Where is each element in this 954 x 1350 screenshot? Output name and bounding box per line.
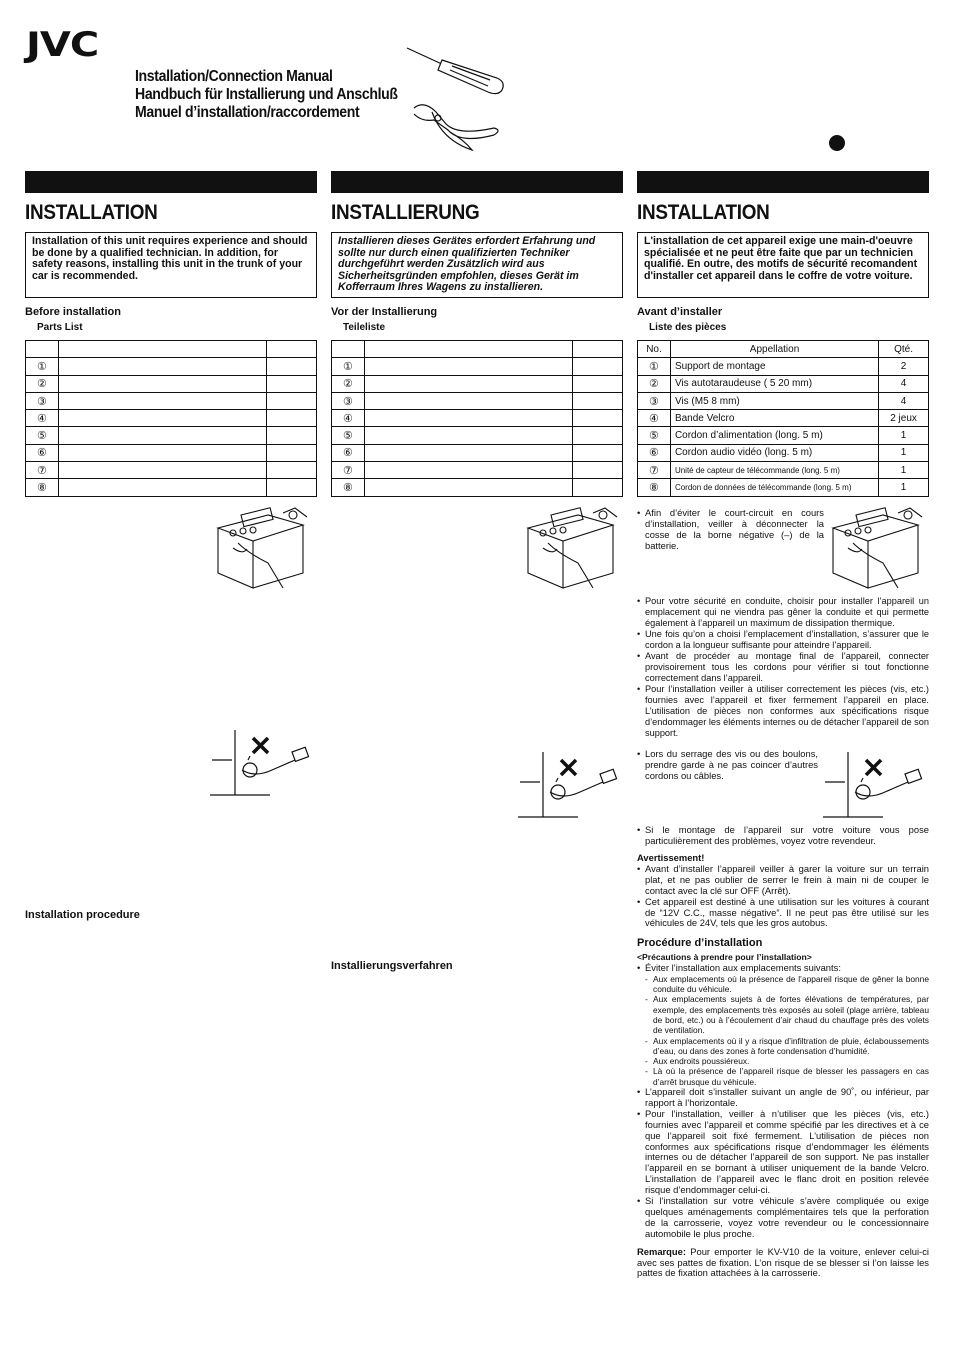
list-item: • Avant de procéder au montage final de l’appareil, connecter provisoirement tous les cordons pour vérifier si tout fonctionne correctement dans l’appareil. — [637, 651, 929, 684]
list-item: • Une fois qu’on a choisi l’emplacement d’installation, s’assurer que le cordon a la longueur suffisante pour atteindre l’appareil. — [637, 629, 929, 651]
tools-illustration — [402, 40, 512, 155]
fr-procedure — [637, 932, 929, 1279]
heading-de: INSTALLIERUNG — [331, 201, 480, 224]
installation-procedure-en: Installation procedure — [25, 909, 140, 921]
title-de: Handbuch für Installierung und Anschluß — [135, 86, 398, 103]
table-row: ① Support de montage 2 — [638, 358, 929, 375]
cable-warning-illustration-de — [518, 752, 628, 822]
fr-bullets — [637, 596, 929, 739]
pliers-icon — [414, 105, 498, 150]
fr-screws-note: • Lors du serrage des vis ou des boulons, prendre garde à ne pas coincer d’autres cordons ou câbles. — [637, 749, 818, 782]
list-item: • Avant d’installer l’appareil veiller à garer la voiture sur un terrain plat, et ne pas oublier de serrer le frein à main ni de couper le contact avec la clé sur OFF (Arrêt). — [637, 864, 929, 897]
cable-warning-illustration-en — [210, 730, 320, 800]
list-item: • L’appareil doit s’installer suivant un angle de 90˚, ou inférieur, par rapport à l’horizontale. — [637, 1087, 929, 1109]
list-item: - Aux emplacements où la présence de l’appareil risque de gêner la bonne conduite du véhicule. — [645, 974, 929, 995]
header-bar — [331, 171, 623, 193]
title-fr: Manuel d’installation/raccordement — [135, 104, 360, 121]
before-installation-en: Before installation — [25, 306, 121, 318]
list-item: - Aux endroits poussiéreux. — [645, 1056, 929, 1066]
cable-warning-illustration-fr — [823, 752, 933, 822]
battery-illustration-fr — [828, 503, 928, 593]
screwdriver-icon — [407, 48, 503, 94]
fr-dealer-note: • Si le montage de l’appareil sur votre voiture vous pose particulièrement des problèmes, voyez votre revendeur. — [637, 825, 929, 847]
intro-box-en: Installation of this unit requires experience and should be done by a qualified technician. In addition, for safety reasons, installing this unit in the trunk of your car is recommended. — [25, 232, 317, 298]
list-item: • Pour l’installation, veiller à n’utiliser que les pièces (vis, etc.) fournies avec l’appareil et comme spécifié par les directives et à ce que l’appareil soit fixé fermement. L’utilisation de pièces non conformes aux spécifications risque d’endommager les éléments internes ou de détacher l’appareil de son support. Ne pas installer l’appareil en se bornant à utiliser uniquement de la bande Velcro. L’installation de l’appareil avec le flanc droit en position relevée risque d’endommager celui-ci. — [637, 1109, 929, 1196]
parts-table-de: ① ② ③ ④ ⑤ ⑥ ⑦ ⑧ — [331, 340, 623, 497]
table-row: ④ Bande Velcro 2 jeux — [638, 410, 929, 427]
remark: Remarque: Pour emporter le KV-V10 de la voiture, enlever celui-ci avec ses pattes de fixation. L’on risque de se blesser si l’on laisse les pattes de fixation attachées à la carrosserie. — [637, 1245, 929, 1279]
list-item: • Pour votre sécurité en conduite, choisir pour installer l’appareil un emplacement qui ne viendra pas gêner la conduite et qui permette également à l’appareil un maximum de dissipation thermique. — [637, 596, 929, 629]
fr-battery-note: • Afin d’éviter le court-circuit en cours d’installation, veiller à déconnecter la cosse de la borne négative (–) de la batterie. — [637, 508, 824, 552]
before-installation-de: Vor der Installierung — [331, 306, 438, 318]
battery-illustration-de — [523, 503, 623, 593]
manual-titles — [135, 68, 433, 122]
column-english — [25, 171, 317, 497]
before-installation-fr: Avant d’installer — [637, 306, 723, 318]
column-german — [331, 171, 623, 497]
list-item: • Si l’installation sur votre véhicule s’avère compliquée ou exige quelques aménagements complémentaires tels que la perforation de la carrosserie, voyez votre revendeur ou le concessionnaire automobile le plus proche. — [637, 1196, 929, 1240]
intro-box-de: Installieren dieses Gerätes erfordert Erfahrung und sollte nur durch einen qualifizierten Techniker durchgeführt werden Zusätzlich wird aus Sicherheitsgründen empfohlen, dieses Gerät im Kofferraum Ihres Wagens zu installieren. — [331, 232, 623, 298]
parts-table-en: ① ② ③ ④ ⑤ ⑥ ⑦ ⑧ — [25, 340, 317, 497]
fr-warnings — [637, 853, 929, 929]
column-french — [637, 171, 929, 497]
list-item: • Cet appareil est destiné à une utilisation sur les voitures à courant de “12V C.C., masse négative”. Il ne peut pas être utilisé sur les véhicules de 24V, tels que les gros autobus. — [637, 897, 929, 930]
list-item: - Aux emplacements sujets à de fortes élévations de températures, par exemple, des emplacements très exposés au soleil (plage arrière, tableau de bord, etc.) ou à l’écoulement d’air chaud du chauffage près des volets de ventilation. — [645, 994, 929, 1035]
parts-list-en: Parts List — [37, 322, 83, 333]
title-en: Installation/Connection Manual — [135, 68, 333, 85]
parts-list-de: Teileliste — [343, 322, 386, 333]
heading-en: INSTALLATION — [25, 201, 158, 224]
language-dot — [829, 135, 845, 151]
header-bar — [25, 171, 317, 193]
procedure-title: Procédure d’installation — [637, 937, 763, 949]
table-row: ⑧ Cordon de données de télécommande (long. 5 m) 1 — [638, 479, 929, 496]
table-row: ⑥ Cordon audio vidéo (long. 5 m) 1 — [638, 444, 929, 461]
header-bar — [637, 171, 929, 193]
parts-list-fr: Liste des pièces — [649, 322, 727, 333]
list-item: - Là où la présence de l’appareil risque de blesser les passagers en cas d’arrêt brusque du véhicule. — [645, 1066, 929, 1087]
heading-fr: INSTALLATION — [637, 201, 770, 224]
cross-icon — [561, 760, 576, 775]
intro-box-fr: L'installation de cet appareil exige une main-d'oeuvre spécialisée et ne peut être faite que par un technicien qualifié. En outre, des motifs de sécurité recomandent d'installer cet appareil dans le coffre de votre voiture. — [637, 232, 929, 298]
precautions-title: <Précautions à prendre pour l’installation> — [637, 951, 812, 962]
list-item: - Aux emplacements où il y a risque d’infiltration de pluie, éclaboussements d’eau, ou dans des zones à forte condensation d’humidité. — [645, 1036, 929, 1057]
parts-table-fr: No. Appellation Qté. ① Support de montage 2 ② Vis autotaraudeuse ( 5 20 mm) 4 ③ Vis (M5 8 mm) 4 ④ Bande Velcro 2 jeux ⑤ Cordon d’alimentation (long. 5 m) 1 ⑥ Cordon audio vidéo (long. 5 m) 1 ⑦ Unité de capteur de télécommande (long. 5 m) 1 ⑧ Cordon de données de télécommande (long. 5 m) 1 — [637, 340, 929, 497]
table-row: ② Vis autotaraudeuse ( 5 20 mm) 4 — [638, 375, 929, 392]
installation-procedure-de: Installierungsverfahren — [331, 960, 453, 972]
cross-icon — [253, 738, 268, 753]
battery-illustration-en — [213, 503, 313, 593]
cross-icon — [866, 760, 881, 775]
list-item: • Éviter l’installation aux emplacements suivants: — [637, 963, 929, 974]
table-row: ③ Vis (M5 8 mm) 4 — [638, 392, 929, 409]
table-row: ⑤ Cordon d’alimentation (long. 5 m) 1 — [638, 427, 929, 444]
warning-title: Avertissement! — [637, 852, 705, 863]
list-item: • Pour l’installation veiller à utiliser correctement les pièces (vis, etc.) fournies avec l’appareil et fixer fermement l’appareil en place. L’utilisation de pièces non conformes aux spécifications risque d’endommager les éléments internes ou de détacher l’appareil de son support. — [637, 684, 929, 739]
table-row: ⑦ Unité de capteur de télécommande (long. 5 m) 1 — [638, 462, 929, 479]
jvc-logo: JVC — [26, 25, 99, 65]
